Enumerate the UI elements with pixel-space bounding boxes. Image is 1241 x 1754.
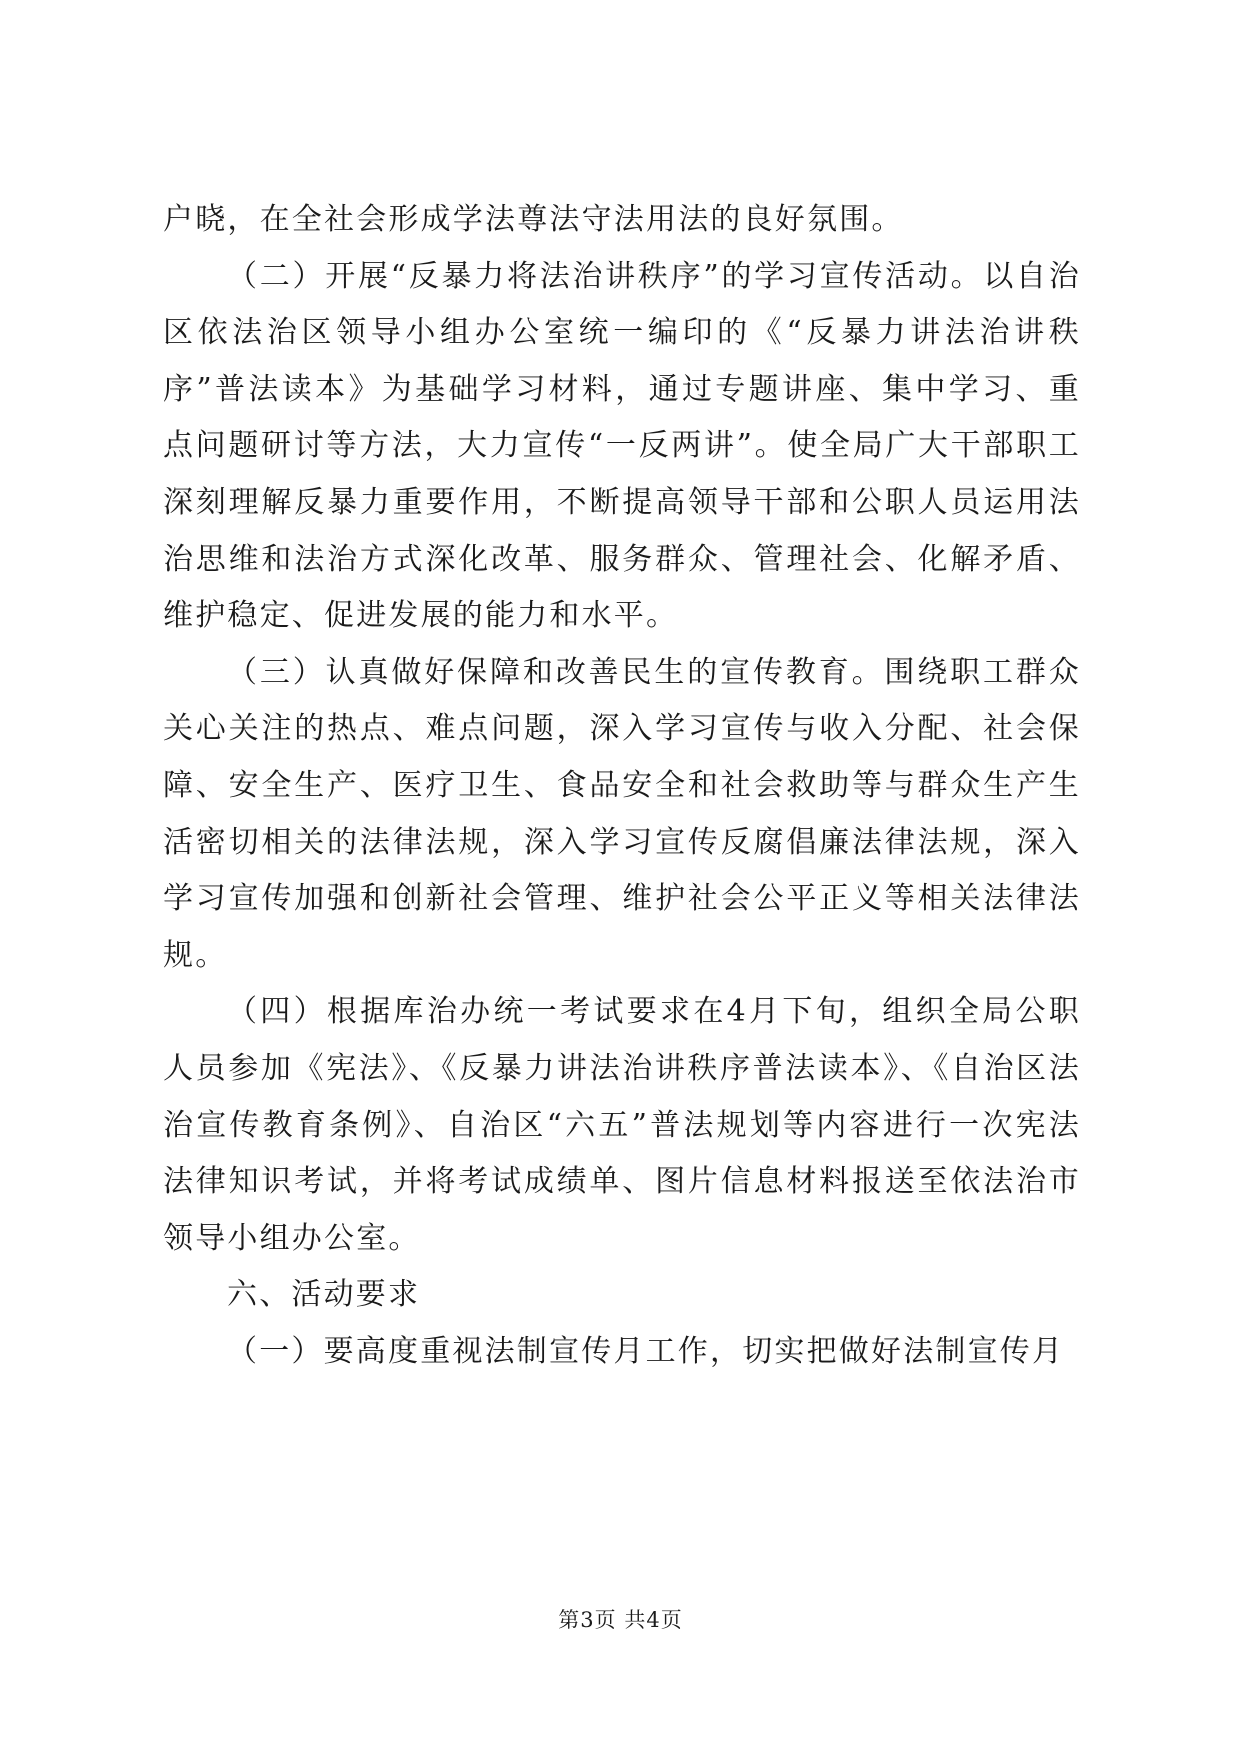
paragraph-continuation: 户晓，在全社会形成学法尊法守法用法的良好氛围。 bbox=[163, 202, 904, 237]
paragraph-item-2: （二）开展“反暴力将法治讲秩序”的学习宣传活动。以自治区依法治区领导小组办公室统一编印的《“反暴力讲法治讲秩序”普法读本》为基础学习材料，通过专题讲座、集中学习、重点问题研讨等方法，大力宣传“一反两讲”。使全局广大干部职工深刻理解反暴力重要作用，不断提高领导干部和公职人员运用法治思维和法治方式深化改革、服务群众、管理社会、化解矛盾、维护稳定、促进发展的能力和水平。 bbox=[163, 258, 1081, 634]
page-number-footer: 第3页 共4页 bbox=[558, 1608, 683, 1632]
section-heading: 六、活动要求 bbox=[227, 1277, 421, 1313]
paragraph-item-4: （四）根据库治办统一考试要求在4月下旬，组织全局公职人员参加《宪法》、《反暴力讲法治讲秩序普法读本》、《自治区法治宣传教育条例》、自治区“六五”普法规划等内容进行一次宪法法律知识考试，并将考试成绩单、图片信息材料报送至依法治市领导小组办公室。 bbox=[163, 994, 1081, 1256]
paragraph-item-3: （三）认真做好保障和改善民生的宣传教育。围绕职工群众关心关注的热点、难点问题，深入学习宣传与收入分配、社会保障、安全生产、医疗卫生、食品安全和社会救助等与群众生产生活密切相关的法律法规，深入学习宣传反腐倡廉法律法规，深入学习宣传加强和创新社会管理、维护社会公平正义等相关法律法规。 bbox=[163, 654, 1081, 973]
paragraph-section-6-item-1: （一）要高度重视法制宣传月工作，切实把做好法制宣传月 bbox=[227, 1333, 1065, 1369]
document-body bbox=[163, 192, 1081, 1380]
